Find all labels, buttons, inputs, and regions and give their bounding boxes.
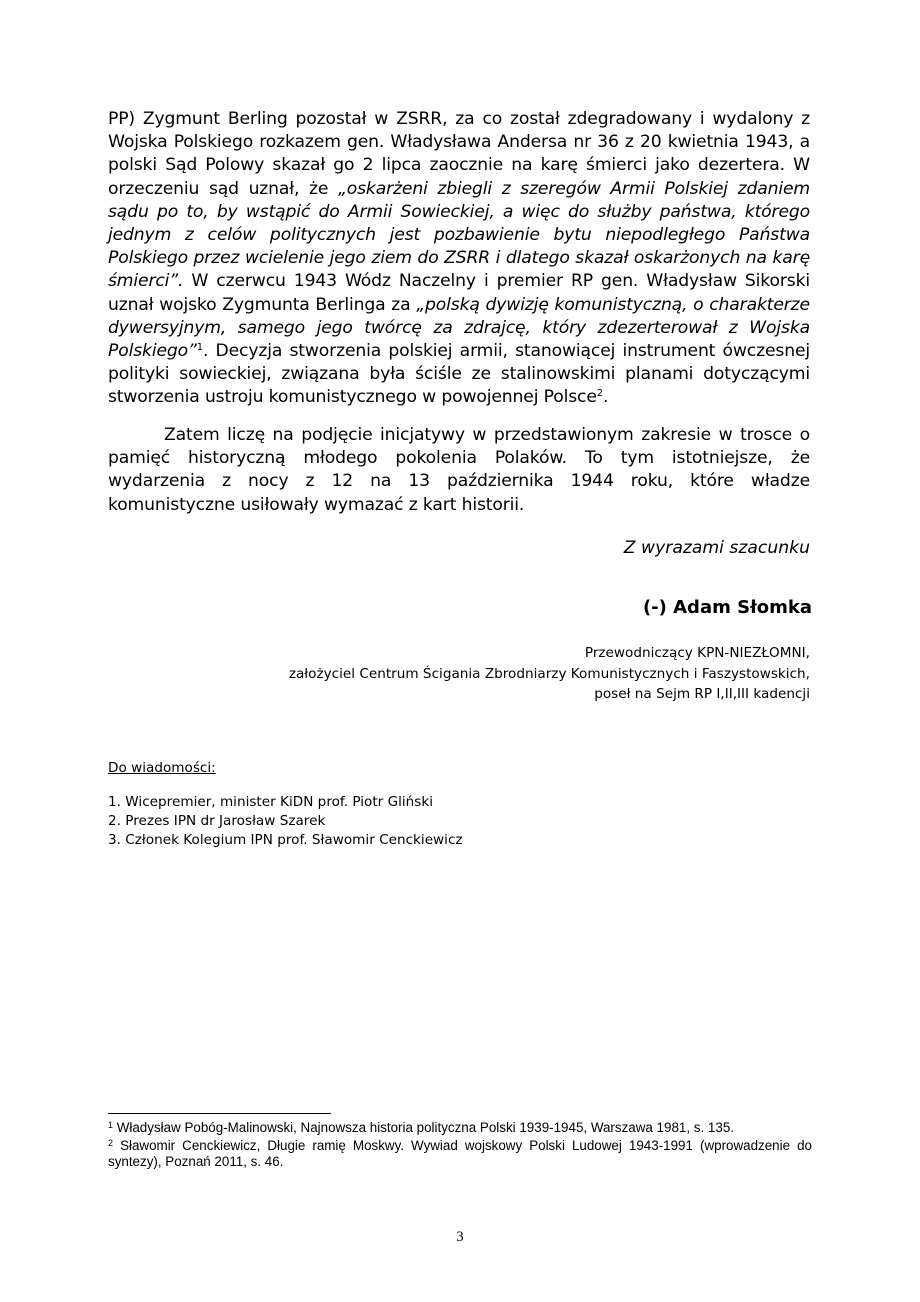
para1-text-4: . [602,387,609,408]
footnote-ref-2: 2 [596,388,603,400]
footnote-text: Władysław Pobóg-Malinowski, Najnowsza historia polityczna Polski 1939-1945, Warszawa 1981, s. 135. [113,1120,734,1135]
footnote-number: 2 [108,1137,114,1148]
para1-quote-2: „polską dywizję komunistyczną, o charakterze dywersyjnym, samego jego twórcę za zdrajcę, który zdezerterował z Wojska Polskiego” [108,294,810,362]
para1-text-1: PP) Zygmunt Berling pozostał w ZSRR, za co został zdegradowany i wydalony z Wojska Polskiego rozkazem gen. Władysława Andersa nr 36 z 20 kwietnia 1943, a polski Sąd Polowy skazał go 2 lipca zaocznie na karę śmierci jako dezertera. W orzeczeniu sąd uznał, że [108,109,810,199]
list-item: 2. Prezes IPN dr Jarosław Szarek [108,812,326,829]
list-item: 1. Wicepremier, minister KiDN prof. Piotr Gliński [108,794,434,810]
title-line: założyciel Centrum Ścigania Zbrodniarzy Komunistycznych i Faszystowskich, [288,665,810,682]
page-number: 3 [456,1229,464,1245]
title-line: Przewodniczący KPN-NIEZŁOMNI, [584,645,810,661]
para1-text-3: . Decyzja stworzenia polskiej armii, stanowiącej instrument ówczesnej polityki sowieckiej, związana była ściśle ze stalinowskimi planami dotyczącymi stworzenia ustroju komunistycznego w powojennej Polsce [108,341,810,408]
notice-heading: Do wiadomości: [108,760,216,776]
list-item: 3. Członek Kolegium IPN prof. Sławomir Cenckiewicz [108,831,463,848]
signature: (-) Adam Słomka [642,597,812,618]
body-paragraph-2: Zatem liczę na podjęcie inicjatywy w przedstawionym zakresie w trosce o pamięć historyczną młodego pokolenia Polaków. To tym istotniejsze, że wydarzenia z nocy z 12 na 13 października 1944 roku, które władze komunistyczne usiłowały wymazać z kart historii. [108,425,810,515]
footnote-number: 1 [108,1120,114,1130]
footnote-ref-1: 1 [196,342,203,354]
footnote-1 [108,1120,812,1137]
title-line: poseł na Sejm RP I,II,III kadencji [594,686,810,702]
footnote-divider [108,1113,331,1114]
para1-quote-1: „oskarżeni zbiegli z szeregów Armii Polskiej zdaniem sądu po to, by wstąpić do Armii Sowieckiej, a więc do służby państwa, którego jednym z celów politycznych jest pozbawienie bytu niepodległego Państwa Polskiego przez wcielenie jego ziem do ZSRR i dlatego skazał oskarżonych na karę śmierci”. [108,178,810,292]
footnotes [108,1120,812,1172]
footnote-text: Sławomir Cenckiewicz, Długie ramię Moskwy. Wywiad wojskowy Polski Ludowej 1943-1991 (wprowadzenie do syntezy), Poznań 2011, s. 46. [108,1137,812,1170]
signatory-titles [289,643,810,705]
recipient-list [108,793,463,849]
para1-text-2: W czerwcu 1943 Wódz Naczelny i premier RP gen. Władysław Sikorski uznał wojsko Zygmunta Berlinga za [108,271,810,315]
body-paragraph-1 [108,108,810,410]
closing-phrase: Z wyrazami szacunku [623,538,810,558]
footnote-2 [108,1138,812,1171]
